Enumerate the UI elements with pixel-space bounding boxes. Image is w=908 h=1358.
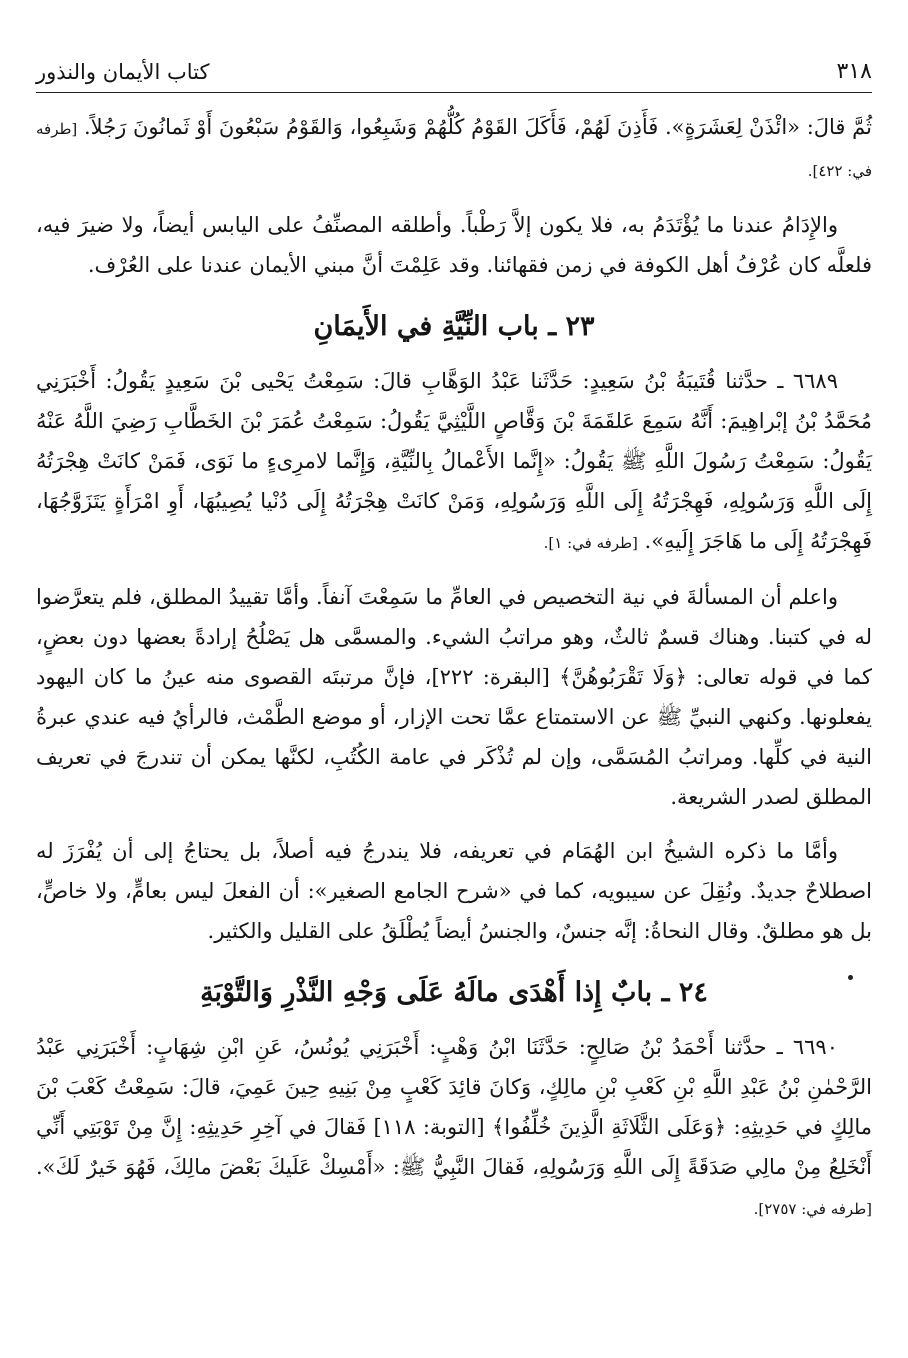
paragraph-text: وأمَّا ما ذكره الشيخُ ابن الهُمَام في تعريفه، فلا يندرجُ فيه أصلاً، بل يحتاجُ إلى أن يُفْرَزَ له اصطلاحٌ جديدٌ. ونُقِلَ عن سيبويه، كما في «شرح الجامع الصغير»: أن الفعلَ ليس بعامٍّ، ولا خاصٍّ، بل هو مطلقٌ. وقال النحاةُ: إنَّه جنسٌ، والجنسُ أيضاً يُطْلَقُ على القليل والكثير.: [36, 839, 872, 943]
paragraph-text: واعلم أن المسألةَ في نية التخصيص في العامِّ ما سَمِعْتَ آنفاً. وأمَّا تقييدُ المطلق، فلم يتعرَّضوا له في كتبنا. وهناك قسمٌ ثالثٌ، وهو مراتبُ الشيء. والمسمَّى هل يَصْلُحُ إرادةً بعضها دون بعضٍ، كما في قوله تعالى: ﴿وَلَا تَقْرَبُوهُنَّ﴾ [البقرة: ٢٢٢]، فإنَّ مرتبتَه القصوى منه عينُ ما كان اليهود يفعلونها. وكنهي النبيِّ ﷺ عن الاستمتاع عمَّا تحت الإزار، أو موضع الطَّمْث، فالرأيُ فيه عندي عبرةُ النية في كلِّها. ومراتبُ المُسَمَّى، وإن لم تُذْكَر في عامة الكُتُبِ، لكنَّها يمكن أن تندرجَ في تعريف المطلق لصدر الشريعة.: [36, 585, 872, 809]
cross-reference: [طرفه في: ٢٧٥٧].: [753, 1200, 872, 1218]
paragraph-text: والإِدَامُ عندنا ما يُؤْتَدَمُ به، فلا يكون إلاَّ رَطْباً. وأطلقه المصنِّفُ على اليابس أيضاً، ولا ضيرَ فيه، فلعلَّه كان عُرْفُ أهل الكوفة في زمن فقهائنا. وقد عَلِمْتَ أنَّ مبني الأيمان عندنا على العُرْف.: [36, 213, 872, 277]
cross-reference: [طرفه في: ٤٢٢].: [36, 120, 872, 180]
commentary-paragraph: [36, 205, 872, 285]
hadith-ending-paragraph: [36, 107, 872, 191]
paragraph-text: ٦٦٩٠ ـ حدَّثنا أَحْمَدُ بْنُ صَالِحٍ: حَدَّثَنَا ابْنُ وَهْبٍ: أَخْبَرَنِي يُونُسُ، عَنِ ابْنِ شِهَابٍ: أَخْبَرَنِي عَبْدُ الرَّحْمٰنِ بْنُ عَبْدِ اللَّهِ بْنِ كَعْبِ بْنِ مالِكٍ، وَكانَ قائِدَ كَعْبٍ مِنْ بَنِيهِ حِينَ عَمِيَ، قالَ: سَمِعْتُ كَعْبَ بْنَ مالِكٍ في حَدِيثِهِ: ﴿وَعَلَى الثَّلَاثَةِ الَّذِينَ خُلِّفُوا﴾ [التوبة: ١١٨] فَقالَ في آخِرِ حَدِيثِهِ: إِنَّ مِنْ تَوْبَتِي أَنِّي أَنْخَلِعُ مِنْ مالِي صَدَقَةً إِلَى اللَّهِ وَرَسُولِهِ، فَقالَ النَّبِيُّ ﷺ: «أَمْسِكْ عَلَيكَ بَعْضَ مالِكَ، فَهُوَ خَيرٌ لَكَ».: [36, 1035, 872, 1179]
book-page: [36, 52, 872, 1243]
hadith-6689-paragraph: [36, 361, 872, 563]
page-number: ٣١٨: [836, 59, 872, 84]
chapter-heading-24: ٢٤ ـ بابٌ إِذا أَهْدَى مالَهُ عَلَى وَجْهِ النَّذْرِ وَالتَّوْبَةِ: [200, 977, 708, 1008]
hadith-6690-paragraph: [36, 1027, 872, 1229]
chapter-heading-23: ٢٣ ـ باب النِّيَّةِ في الأَيمَانِ: [313, 311, 595, 342]
page-header: [36, 52, 872, 93]
cross-reference: [طرفه في: ١].: [543, 534, 638, 552]
commentary-paragraph: [36, 831, 872, 951]
margin-dot: [848, 975, 853, 980]
page-content: [36, 93, 872, 1229]
book-title: كتاب الأيمان والنذور: [36, 60, 210, 84]
commentary-paragraph: [36, 577, 872, 817]
paragraph-text: ٦٦٨٩ ـ حدَّثنا قُتَيبَةُ بْنُ سَعِيدٍ: حَدَّثَنا عَبْدُ الوَهَّابِ قالَ: سَمِعْتُ يَحْيى بْنَ سَعِيدٍ يَقُولُ: أَخْبَرَنِي مُحَمَّدُ بْنُ إبْراهِيمَ: أَنَّهُ سَمِعَ عَلقَمَةَ بْنَ وَقَّاصٍ اللَّيْثِيَّ يَقُولُ: سَمِعْتُ عُمَرَ بْنَ الخَطَّابِ رَضِيَ اللَّهُ عَنْهُ يَقُولُ: سَمِعْتُ رَسُولَ اللَّهِ ﷺ يَقُولُ: «إِنَّما الأَعْمالُ بِالنِّيَّةِ، وَإِنَّما لامرِىءٍ ما نَوَى، فَمَنْ كانَتْ هِجْرَتُهُ إِلَى اللَّهِ وَرَسُولِهِ، فَهِجْرَتُهُ إِلَى اللَّهِ وَرَسُولِهِ، وَمَنْ كانَتْ هِجْرَتُهُ إِلَى دُنْيا يُصِيبُهَا، أَوِ امْرَأَةٍ يَتَزَوَّجُهَا، فَهِجْرَتُهُ إِلَى ما هَاجَرَ إِلَيهِ».: [36, 369, 872, 553]
paragraph-text: ثُمَّ قالَ: «ائْذَنْ لِعَشَرَةٍ». فَأَذِنَ لَهُمْ، فَأَكَلَ القَوْمُ كُلُّهُمْ وَشَبِعُوا، وَالقَوْمُ سَبْعُونَ أَوْ ثَمانُونَ رَجُلاً.: [83, 115, 872, 139]
